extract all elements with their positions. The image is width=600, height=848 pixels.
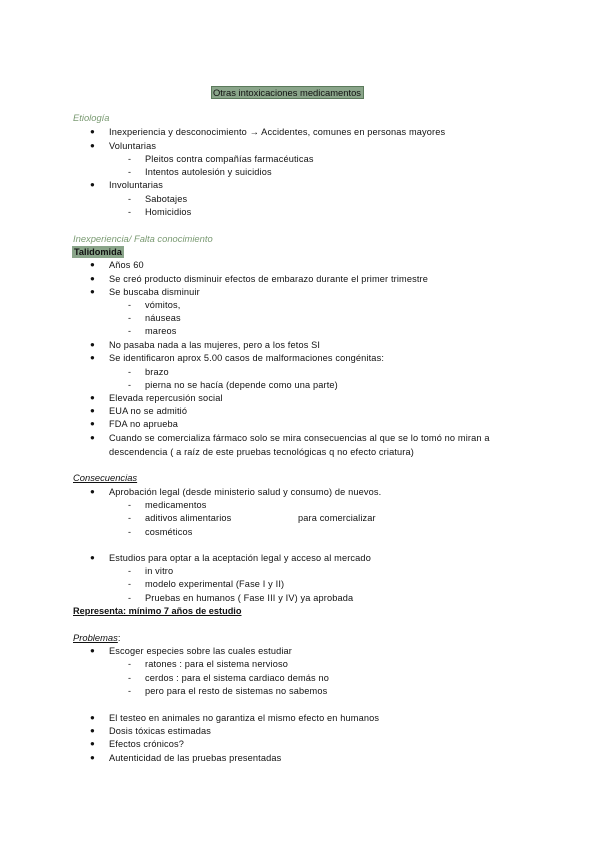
bullet-icon: ●: [90, 260, 95, 269]
bullet-icon: ●: [90, 553, 95, 562]
etiologia-heading: Etiología: [73, 112, 110, 123]
dash-icon: -: [128, 194, 131, 204]
list-item: mareos: [145, 326, 177, 336]
bullet-icon: ●: [90, 274, 95, 283]
list-item: Años 60: [109, 260, 144, 270]
list-item: pierna no se hacía (depende como una parte): [145, 380, 338, 390]
dash-icon: -: [128, 593, 131, 603]
inexperiencia-heading: Inexperiencia/ Falta conocimiento: [73, 233, 213, 244]
list-item: Se buscaba disminuir: [109, 287, 200, 297]
bullet-icon: ●: [90, 726, 95, 735]
list-item: Escoger especies sobre las cuales estudiar: [109, 646, 292, 656]
list-item: Voluntarias: [109, 141, 157, 151]
list-item: pero para el resto de sistemas no sabemos: [145, 686, 328, 696]
list-item: Homicidios: [145, 207, 192, 217]
list-item: medicamentos: [145, 500, 207, 510]
list-item: Estudios para optar a la aceptación legal y acceso al mercado: [109, 553, 371, 563]
dash-icon: -: [128, 326, 131, 336]
list-item: brazo: [145, 367, 169, 377]
dash-icon: -: [128, 686, 131, 696]
dash-icon: -: [128, 313, 131, 323]
problemas-heading-wrap: [73, 632, 120, 644]
bullet-icon: ●: [90, 393, 95, 402]
list-item: Pruebas en humanos ( Fase III y IV) ya aprobada: [145, 593, 354, 603]
page-title: Otras intoxicaciones medicamentos: [211, 86, 364, 99]
list-item: No pasaba nada a las mujeres, pero a los fetos SI: [109, 340, 321, 350]
dash-icon: -: [128, 566, 131, 576]
list-item: cosméticos: [145, 527, 193, 537]
problemas-colon: :: [117, 632, 121, 643]
dash-icon: -: [128, 207, 131, 217]
list-item: Elevada repercusión social: [109, 393, 223, 403]
bullet-icon: ●: [90, 487, 95, 496]
list-item-continuation: descendencia ( a raíz de este pruebas tecnológicas q no efecto criatura): [109, 447, 414, 457]
dash-icon: -: [128, 300, 131, 310]
bullet-icon: ●: [90, 287, 95, 296]
bullet-icon: ●: [90, 127, 95, 136]
list-item: in vitro: [145, 566, 174, 576]
list-item: aditivos alimentarios: [145, 513, 232, 523]
list-item: Sabotajes: [145, 194, 188, 204]
representa-note: Representa: mínimo 7 años de estudio: [73, 606, 242, 616]
consecuencias-heading: Consecuencias: [73, 472, 138, 483]
dash-icon: -: [128, 579, 131, 589]
list-item: Cuando se comercializa fármaco solo se mira consecuencias al que se lo tomó no miran a: [109, 433, 490, 443]
talidomida-label: Talidomida: [74, 247, 122, 257]
list-item: Se identificaron aprox 5.00 casos de malformaciones congénitas:: [109, 353, 385, 363]
list-item: Pleitos contra compañías farmacéuticas: [145, 154, 314, 164]
list-item: Aprobación legal (desde ministerio salud y consumo) de nuevos.: [109, 487, 382, 497]
dash-icon: -: [128, 367, 131, 377]
bullet-icon: ●: [90, 180, 95, 189]
list-item: cerdos : para el sistema cardiaco demás no: [145, 673, 330, 683]
list-item: Dosis tóxicas estimadas: [109, 726, 211, 736]
problemas-heading: Problemas: [73, 632, 118, 643]
bullet-icon: ●: [90, 353, 95, 362]
dash-icon: -: [128, 154, 131, 164]
dash-icon: -: [128, 513, 131, 523]
list-item: FDA no aprueba: [109, 419, 179, 429]
dash-icon: -: [128, 500, 131, 510]
list-item: Se creó producto disminuir efectos de embarazo durante el primer trimestre: [109, 274, 429, 284]
bullet-icon: ●: [90, 753, 95, 762]
bullet-icon: ●: [90, 340, 95, 349]
dash-icon: -: [128, 380, 131, 390]
dash-icon: -: [128, 167, 131, 177]
list-item: El testeo en animales no garantiza el mismo efecto en humanos: [109, 713, 380, 723]
list-item: Inexperiencia y desconocimiento → Accidentes, comunes en personas mayores: [109, 127, 446, 137]
bullet-icon: ●: [90, 406, 95, 415]
list-item: vómitos,: [145, 300, 181, 310]
bullet-icon: ●: [90, 739, 95, 748]
dash-icon: -: [128, 673, 131, 683]
list-item: Efectos crónicos?: [109, 739, 185, 749]
list-item: modelo experimental (Fase I y II): [145, 579, 285, 589]
list-item: Intentos autolesión y suicidios: [145, 167, 272, 177]
list-item: náuseas: [145, 313, 181, 323]
bullet-icon: ●: [90, 433, 95, 442]
bullet-icon: ●: [90, 646, 95, 655]
list-item: Involuntarias: [109, 180, 164, 190]
dash-icon: -: [128, 527, 131, 537]
bullet-icon: ●: [90, 713, 95, 722]
list-item: ratones : para el sistema nervioso: [145, 659, 288, 669]
bullet-icon: ●: [90, 419, 95, 428]
list-item: EUA no se admitió: [109, 406, 188, 416]
dash-icon: -: [128, 659, 131, 669]
comercializar-note: para comercializar: [298, 513, 376, 523]
bullet-icon: ●: [90, 141, 95, 150]
list-item: Autenticidad de las pruebas presentadas: [109, 753, 282, 763]
